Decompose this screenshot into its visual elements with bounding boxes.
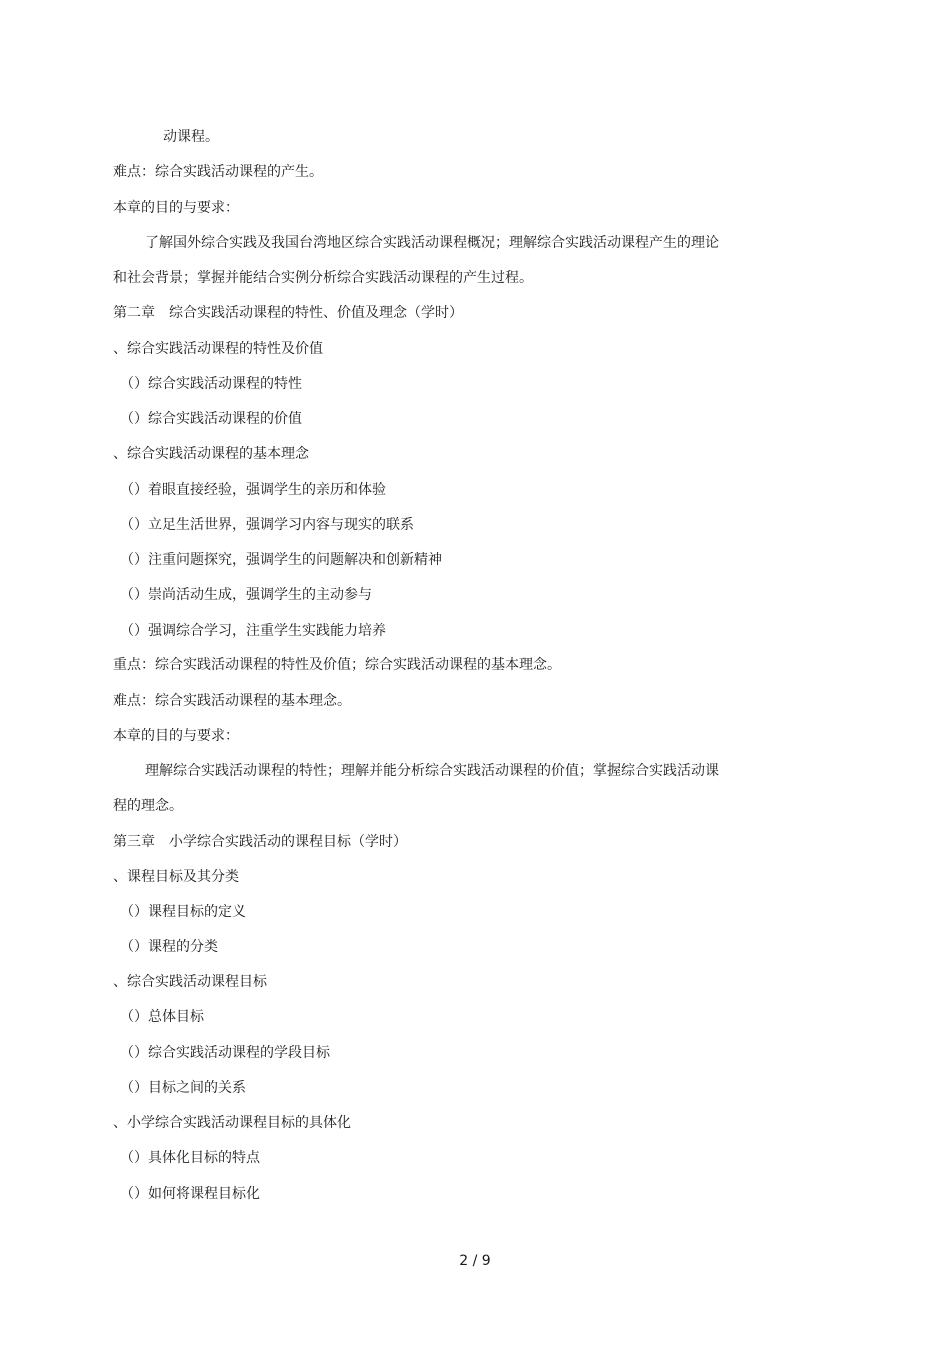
section-heading: 、小学综合实践活动课程目标的具体化	[113, 1115, 351, 1131]
subsection-item: （）具体化目标的特点	[120, 1150, 260, 1166]
subsection-item: （）课程的分类	[120, 939, 218, 955]
paragraph-line: 理解综合实践活动课程的特性；理解并能分析综合实践活动课程的价值；掌握综合实践活动课	[145, 763, 719, 779]
subsection-item: （）综合实践活动课程的学段目标	[120, 1045, 330, 1061]
page-number: 2 / 9	[459, 1253, 491, 1269]
objectives-heading: 本章的目的与要求：	[113, 200, 239, 216]
section-heading: 、综合实践活动课程目标	[113, 974, 267, 990]
subsection-item: （）综合实践活动课程的特性	[120, 376, 302, 392]
subsection-item: （）立足生活世界，强调学习内容与现实的联系	[120, 517, 414, 533]
section-heading: 、综合实践活动课程的基本理念	[113, 446, 309, 462]
subsection-item: （）崇尚活动生成，强调学生的主动参与	[120, 587, 372, 603]
subsection-item: （）综合实践活动课程的价值	[120, 411, 302, 427]
subsection-item: （）强调综合学习，注重学生实践能力培养	[120, 623, 386, 639]
section-heading: 、课程目标及其分类	[113, 869, 239, 885]
text-line: 动课程。	[163, 129, 219, 145]
paragraph-line: 程的理念。	[113, 798, 183, 814]
difficulty-line: 难点：综合实践活动课程的基本理念。	[113, 693, 351, 709]
subsection-item: （）注重问题探究，强调学生的问题解决和创新精神	[120, 552, 442, 568]
chapter-heading: 第三章 小学综合实践活动的课程目标（学时）	[113, 834, 407, 850]
subsection-item: （）着眼直接经验，强调学生的亲历和体验	[120, 482, 386, 498]
chapter-heading: 第二章 综合实践活动课程的特性、价值及理念（学时）	[113, 305, 463, 321]
subsection-item: （）课程目标的定义	[120, 904, 246, 920]
subsection-item: （）目标之间的关系	[120, 1080, 246, 1096]
subsection-item: （）如何将课程目标化	[120, 1186, 260, 1202]
section-heading: 、综合实践活动课程的特性及价值	[113, 341, 323, 357]
subsection-item: （）总体目标	[120, 1009, 204, 1025]
paragraph-line: 了解国外综合实践及我国台湾地区综合实践活动课程概况；理解综合实践活动课程产生的理论	[145, 235, 719, 251]
objectives-heading: 本章的目的与要求：	[113, 728, 239, 744]
difficulty-line: 难点：综合实践活动课程的产生。	[113, 164, 323, 180]
key-points-line: 重点：综合实践活动课程的特性及价值；综合实践活动课程的基本理念。	[113, 657, 561, 673]
paragraph-line: 和社会背景；掌握并能结合实例分析综合实践活动课程的产生过程。	[113, 270, 533, 286]
